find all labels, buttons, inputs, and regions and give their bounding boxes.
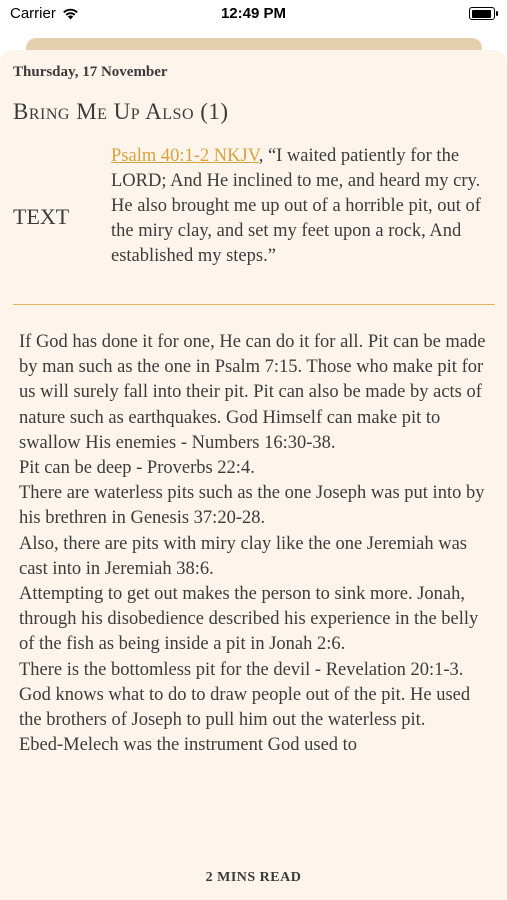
scripture-reference-link[interactable]: Psalm 40:1-2 NKJV [111,146,259,166]
devotional-date: Thursday, 17 November [13,64,168,80]
status-bar [0,0,507,30]
section-divider [13,304,495,305]
battery-fill [472,10,491,18]
battery-icon [469,7,495,20]
scripture-passage [111,144,495,269]
body-paragraph: There is the bottomless pit for the devil - Revelation 20:1-3. [19,659,464,680]
body-paragraph: Attempting to get out makes the person to sink more. Jonah, through his disobedience described his experience in the belly of the fish as being inside a pit in Jonah 2:6. [19,584,479,655]
text-section-label: TEXT [13,204,70,229]
body-paragraph: If God has done it for one, He can do it for all. Pit can be made by man such as the one in Psalm 7:15. Those who make pit for us will surely fall into their pit. Pit can also be made by acts of nature such as earthquakes. God Himself can make pit to swallow His enemies - Numbers 16:30-38. [19,332,486,453]
devotional-body[interactable] [19,330,493,858]
read-time-label: 2 MINS READ [205,870,302,885]
body-paragraph: There are waterless pits such as the one Joseph was put into by his brethren in Genesis 37:20-28. [19,483,485,529]
body-paragraph: Also, there are pits with miry clay like the one Jeremiah was cast into in Jeremiah 38:6. [19,533,467,579]
status-time: 12:49 PM [220,5,287,22]
body-paragraph: God knows what to do to draw people out of the pit. He used the brothers of Joseph to pull him out the waterless pit. [19,684,471,731]
scripture-text: , “I waited patiently for the LORD; And He inclined to me, and heard my cry. He also brought me up out of a horrible pit, out of the miry clay, and set my feet upon a rock, And established my steps.” [111,146,481,266]
body-paragraph: Pit can be deep - Proverbs 22:4. [19,458,255,479]
devotional-title: Bring Me Up Also (1) [13,99,229,124]
carrier-label: Carrier [10,5,56,22]
body-paragraph: Ebed-Melech was the instrument God used to [19,735,358,756]
